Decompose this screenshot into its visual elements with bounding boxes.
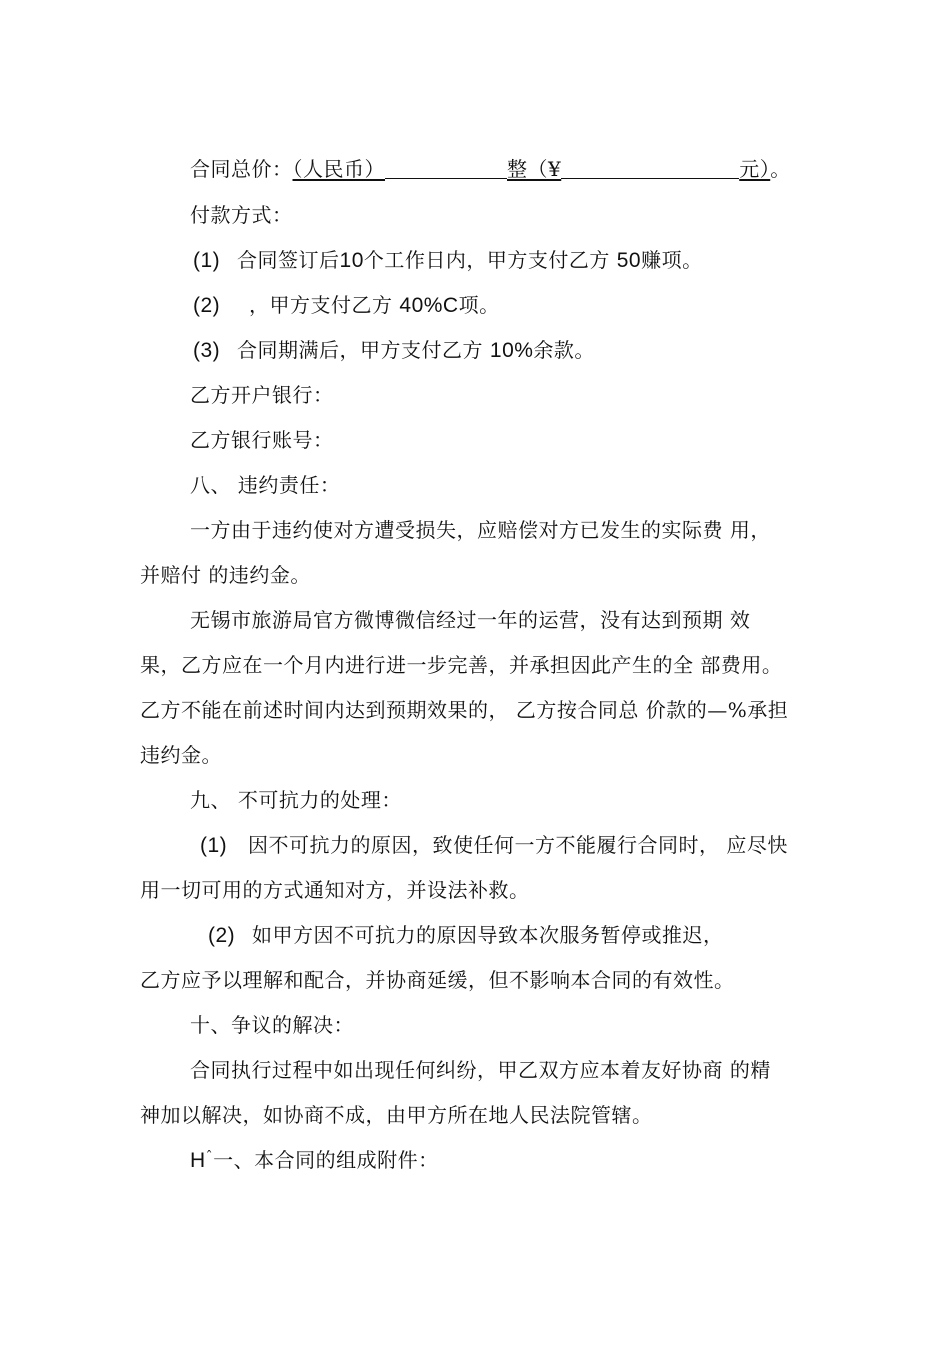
payment-item-1-percent: 50 (616, 249, 642, 272)
payment-item-1-text-a: 合同签订后 (237, 248, 340, 272)
section-8-p2-line-2: 果，乙方应在一个月内进行进一步完善，并承担因此产生的全 部费用。 (140, 653, 783, 677)
bank-label: 乙方开户银行： (190, 383, 334, 407)
section-10-title: 十、争议的解决： (190, 1013, 354, 1037)
section-9-item-1-number: (1) (200, 834, 228, 857)
total-price-yuan: 元） (739, 157, 771, 181)
section-9-item-1-text: 因不可抗力的原因，致使任何一方不能履行合同时， 应尽快 (248, 833, 788, 857)
section-8-title: 八、 违约责任： (190, 473, 341, 497)
total-price-zheng: 整（¥ (507, 157, 562, 181)
section-8-p2-line-3: 乙方不能在前述时间内达到预期效果的， 乙方按合同总 价款的—%承担 (140, 698, 789, 722)
payment-item-1-text-b: 个工作日内，甲方支付乙方 (363, 248, 610, 272)
section-9-item-1-line-1 (200, 833, 788, 858)
payment-item-2-number: (2) (193, 294, 221, 317)
total-price-line (190, 157, 791, 181)
section-11-h: H (190, 1149, 206, 1172)
payment-item-2-text-a: ，甲方支付乙方 (249, 293, 393, 317)
section-11-text: 一、本合同的组成附件： (213, 1148, 439, 1172)
payment-item-1-days: 10 (339, 249, 364, 272)
total-price-end: 。 (770, 157, 791, 181)
payment-item-3-percent: 10% (489, 339, 534, 362)
payment-method-label: 付款方式： (190, 203, 293, 227)
section-9-title: 九、 不可抗力的处理： (190, 788, 402, 812)
total-price-rmb: （人民币） (292, 157, 385, 181)
payment-item-3-text-a: 合同期满后，甲方支付乙方 (237, 338, 484, 362)
section-8-p2-line-1: 无锡市旅游局官方微博微信经过一年的运营，没有达到预期 效 (190, 608, 751, 632)
total-price-label: 合同总价： (190, 157, 293, 181)
section-10-line-2: 神加以解决，如协商不成，由甲方所在地人民法院管辖。 (140, 1103, 653, 1127)
section-9-item-2-line-2: 乙方应予以理解和配合，并协商延缓，但不影响本合同的有效性。 (140, 968, 735, 992)
payment-item-1 (193, 248, 703, 273)
section-8-p2-line-4: 违约金。 (140, 743, 222, 767)
payment-item-2 (193, 293, 500, 318)
section-9-item-2-text: 如甲方因不可抗力的原因导致本次服务暂停或推迟， (252, 923, 724, 947)
payment-item-2-percent: 40%C (399, 294, 459, 317)
amount-blank (561, 158, 739, 179)
payment-item-3-text-c: 余款。 (533, 338, 595, 362)
section-9-item-2-number: (2) (208, 924, 236, 947)
payment-item-2-text-c: 项。 (458, 293, 500, 317)
payment-item-1-text-c: 赚项。 (641, 248, 703, 272)
account-label: 乙方银行账号： (190, 428, 334, 452)
section-8-p1-line-2: 并赔付 的违约金。 (140, 563, 311, 587)
payment-item-3 (193, 338, 595, 363)
section-11-caret: ˆ (205, 1149, 214, 1165)
section-9-item-1-line-2: 用一切可用的方式通知对方，并设法补救。 (140, 878, 530, 902)
section-8-p1-line-1: 一方由于违约使对方遭受损失，应赔偿对方已发生的实际费 用， (190, 518, 771, 542)
payment-item-1-number: (1) (193, 249, 221, 272)
rmb-blank (385, 158, 507, 179)
section-10-line-1: 合同执行过程中如出现任何纠纷，甲乙双方应本着友好协商 的精 (190, 1058, 771, 1082)
section-9-item-2-line-1 (208, 923, 724, 948)
section-11-title (190, 1148, 439, 1175)
payment-item-3-number: (3) (193, 339, 221, 362)
